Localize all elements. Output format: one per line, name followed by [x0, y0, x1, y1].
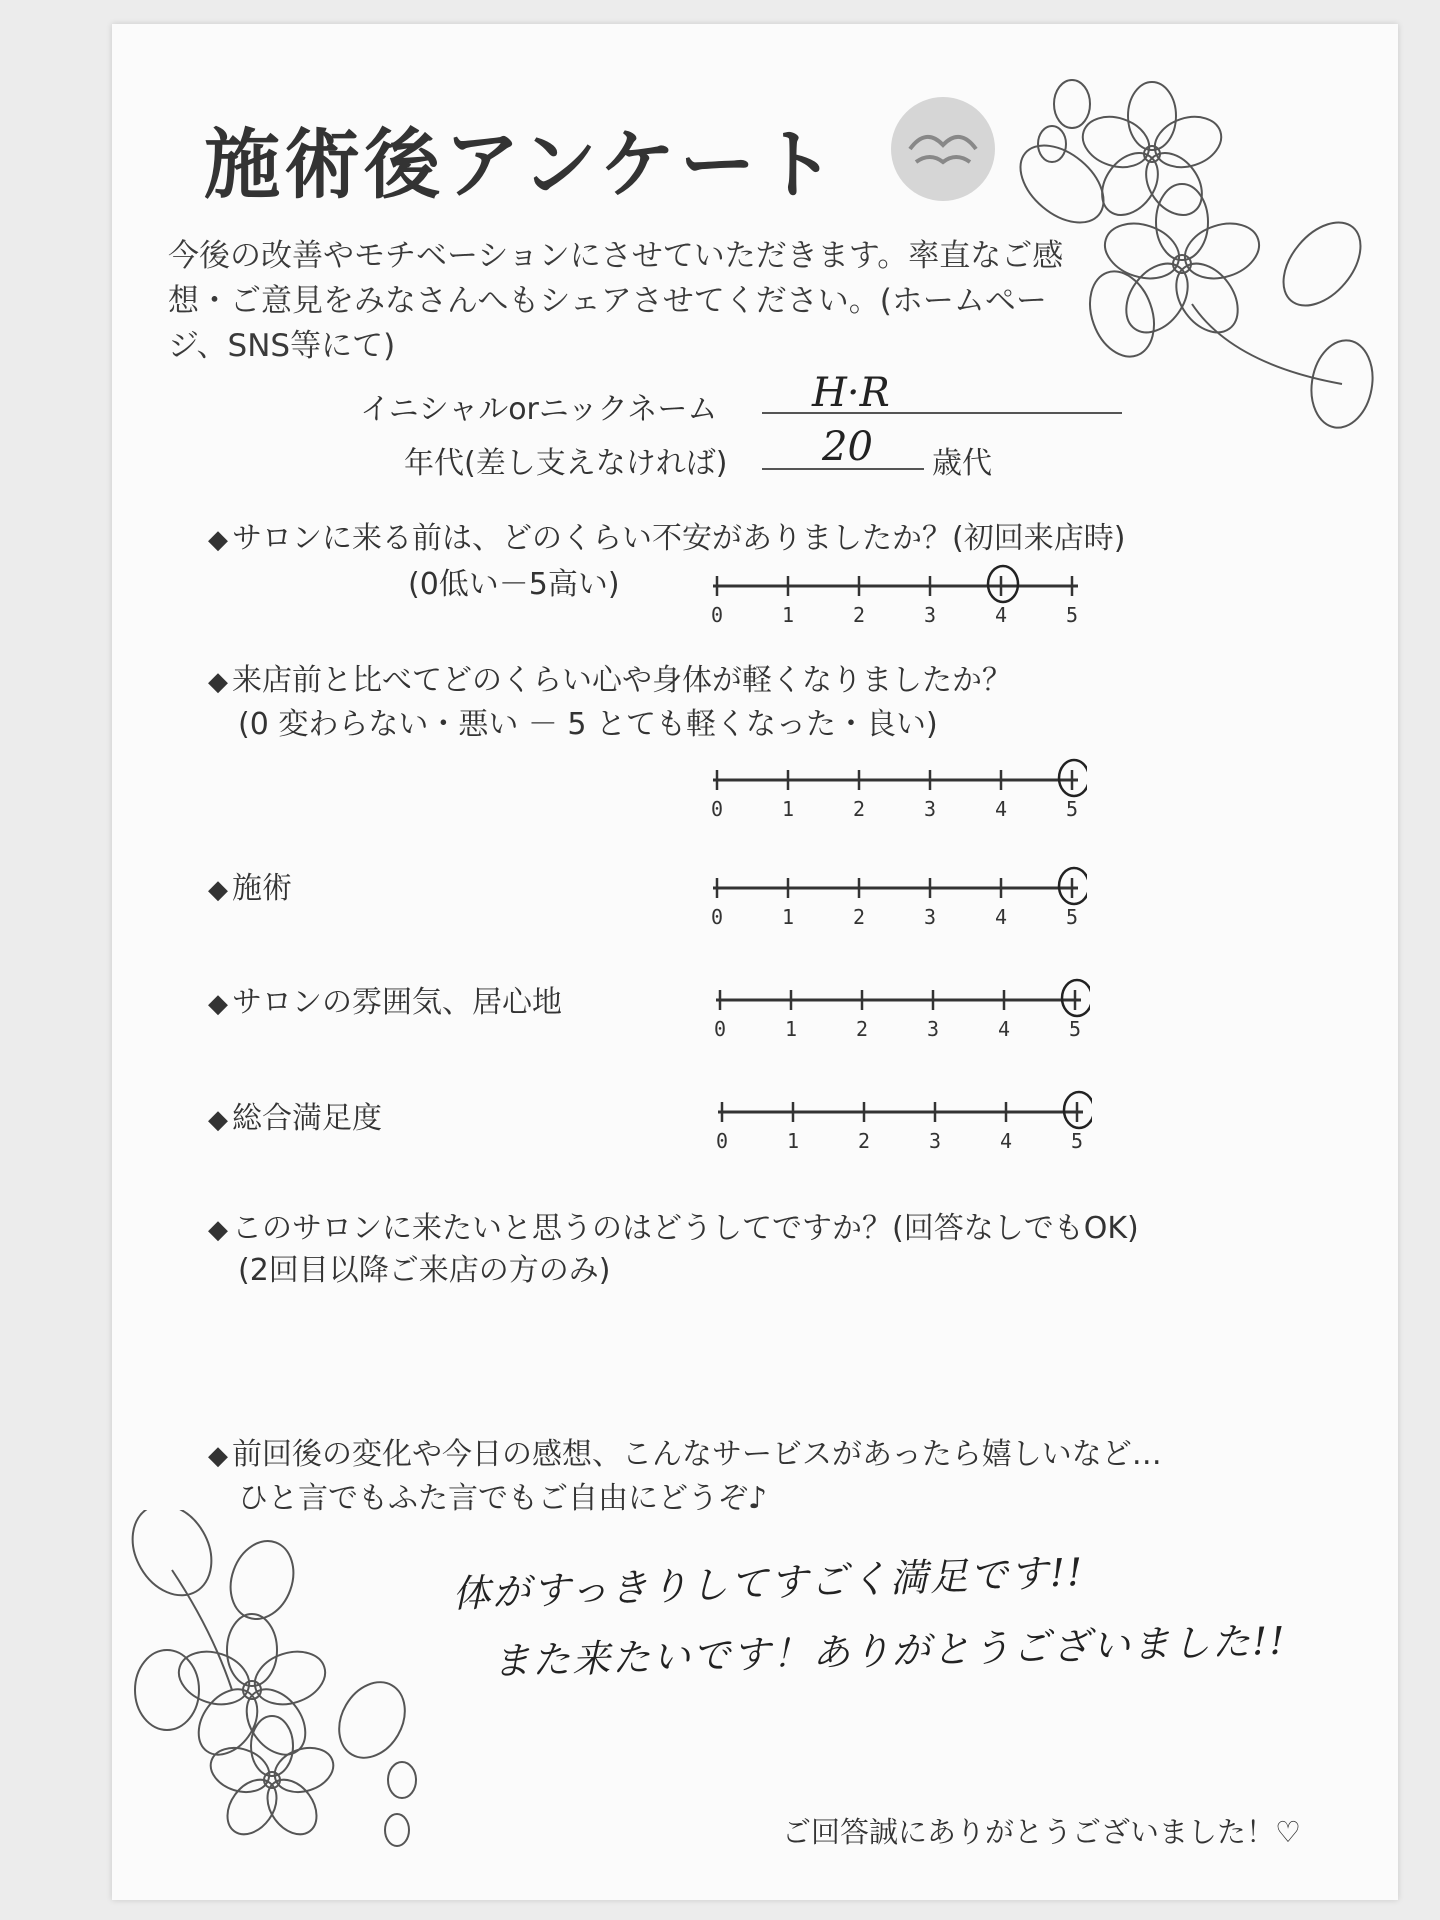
scale-label-0: 0 [710, 797, 724, 821]
question-1: ◆ サロンに来る前は、どのくらい不安がありましたか？(初回来店時) [208, 521, 1126, 556]
rating-scale-2[interactable] [707, 758, 1087, 828]
intro-text: 今後の改善やモチベーションにさせていただきます。率直なご感想・ご意見をみなさんへもシェアさせてください。(ホームページ、SNS等にて) [168, 238, 1064, 364]
age-value: 20 [822, 424, 873, 470]
handwritten-message-line-1: 体がすっきりしてすごく満足です!! [451, 1549, 1085, 1617]
scale-label-2: 2 [857, 1129, 871, 1153]
question-5: ◆ 総合満足度 [208, 1101, 382, 1136]
open-question-2-label: 前回後の変化や今日の感想、こんなサービスがあったら嬉しいなど… [232, 1437, 1162, 1472]
name-value: H·R [812, 370, 890, 416]
age-suffix: 歳代 [932, 446, 992, 481]
scale-label-2: 2 [852, 905, 866, 929]
scale-label-5: 5 [1065, 797, 1079, 821]
scale-label-1: 1 [781, 603, 795, 627]
rating-scale-3[interactable] [707, 866, 1087, 936]
scale-label-3: 3 [923, 797, 937, 821]
scale-label-5: 5 [1068, 1017, 1082, 1041]
handwritten-message-line-2: また来たいです！ありがとうございました!! [491, 1618, 1288, 1684]
open-question-1-label: このサロンに来たいと思うのはどうしてですか？(回答なしでもOK) [232, 1211, 1139, 1246]
question-3: ◆ 施術 [208, 871, 292, 906]
age-label: 年代(差し支えなければ) [404, 446, 728, 481]
scale-label-4: 4 [997, 1017, 1011, 1041]
scale-label-2: 2 [852, 603, 866, 627]
scale-label-0: 0 [710, 603, 724, 627]
scale-label-1: 1 [781, 905, 795, 929]
scale-label-4: 4 [994, 905, 1008, 929]
question-5-label: 総合満足度 [232, 1101, 382, 1136]
scale-label-3: 3 [923, 905, 937, 929]
scale-label-2: 2 [852, 797, 866, 821]
scale-label-3: 3 [926, 1017, 940, 1041]
scale-label-3: 3 [923, 603, 937, 627]
scale-label-2: 2 [855, 1017, 869, 1041]
open-question-1: ◆ このサロンに来たいと思うのはどうしてですか？(回答なしでもOK) [208, 1211, 1139, 1246]
scale-label-4: 4 [994, 797, 1008, 821]
floral-decoration-bottom-icon [112, 1510, 442, 1870]
open-question-2: ◆ 前回後の変化や今日の感想、こんなサービスがあったら嬉しいなど… [208, 1437, 1162, 1472]
question-2: ◆ 来店前と比べてどのくらい心や身体が軽くなりましたか？ [208, 663, 1012, 698]
open-question-2-sub: ひと言でもふた言でもご自由にどうぞ♪ [238, 1481, 768, 1516]
rating-scale-5[interactable] [712, 1090, 1092, 1160]
name-label: イニシャルorニックネーム [360, 392, 718, 427]
scale-label-0: 0 [710, 905, 724, 929]
selected-rating-circle [988, 566, 1018, 602]
scale-label-1: 1 [786, 1129, 800, 1153]
question-1-sub: (0低い－5高い) [408, 567, 620, 602]
question-2-label: 来店前と比べてどのくらい心や身体が軽くなりましたか？ [232, 663, 1012, 698]
page-title: 施術後アンケート [204, 120, 840, 209]
scale-label-1: 1 [784, 1017, 798, 1041]
scale-label-5: 5 [1065, 603, 1079, 627]
rating-scale-4[interactable] [710, 978, 1090, 1048]
scale-label-0: 0 [715, 1129, 729, 1153]
rating-scale-1[interactable] [707, 564, 1087, 634]
question-2-sub: (0 変わらない・悪い － 5 とても軽くなった・良い) [238, 707, 938, 742]
closing-text: ご回答誠にありがとうございました！♡ [782, 1815, 1301, 1849]
scale-label-4: 4 [999, 1129, 1013, 1153]
scale-label-5: 5 [1065, 905, 1079, 929]
floral-decoration-top-icon [1012, 74, 1392, 454]
scale-label-5: 5 [1070, 1129, 1084, 1153]
question-3-label: 施術 [232, 871, 292, 906]
survey-sheet [112, 24, 1398, 1900]
question-4-label: サロンの雰囲気、居心地 [232, 985, 562, 1020]
scale-label-4: 4 [994, 603, 1008, 627]
question-1-label: サロンに来る前は、どのくらい不安がありましたか？(初回来店時) [232, 521, 1126, 556]
logo-icon [888, 94, 998, 204]
question-4: ◆ サロンの雰囲気、居心地 [208, 985, 562, 1020]
scale-label-0: 0 [713, 1017, 727, 1041]
open-question-1-sub: (2回目以降ご来店の方のみ) [238, 1253, 611, 1288]
scale-label-3: 3 [928, 1129, 942, 1153]
scale-label-1: 1 [781, 797, 795, 821]
